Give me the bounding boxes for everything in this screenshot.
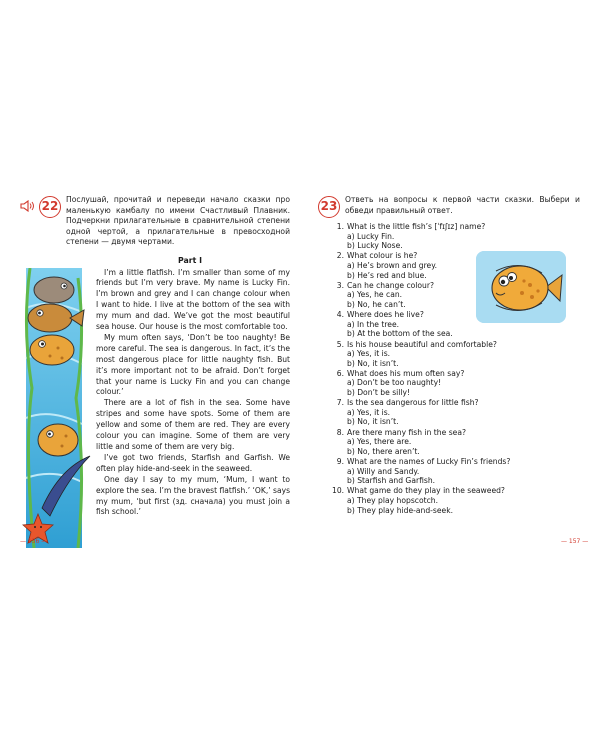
story-paragraph: One day I say to my mum, ‘Mum, I want to explore the sea. I’m the bravest flatfish.’ ‘OK,’ says my mum, ‘but first (зд. сначала) you must join a fish school.’ — [96, 474, 290, 517]
exercise-number: 22 — [39, 196, 61, 218]
question-item: 1. What is the little fish’s [ˈfɪʃɪz] name? a) Lucky Fin. b) Lucky Nose. — [332, 222, 580, 251]
question-text: Is the sea dangerous for little fish? — [347, 398, 479, 408]
flatfish-illustration — [476, 251, 566, 323]
answer-option[interactable]: a) Lucky Fin. — [347, 231, 395, 241]
answer-option[interactable]: b) He’s red and blue. — [347, 270, 427, 280]
answer-option[interactable]: a) Don’t be too naughty! — [347, 378, 442, 388]
answer-option[interactable]: b) Starfish and Garfish. — [347, 476, 436, 486]
question-text: Can he change colour? — [347, 280, 434, 290]
exercise-instruction: Ответь на вопросы к первой части сказки. Выбери и обведи правильный ответ. — [345, 195, 580, 215]
question-item: 4. Where does he live? a) In the tree. b) At the bottom of the sea. — [332, 310, 580, 339]
answer-option[interactable]: b) Don’t be silly! — [347, 388, 411, 398]
exercise-number: 23 — [318, 196, 340, 218]
answer-option[interactable]: a) Yes, he can. — [347, 290, 403, 300]
answer-option[interactable]: b) Lucky Nose. — [347, 241, 403, 251]
answer-option[interactable]: b) No, there aren’t. — [347, 446, 420, 456]
part-title: Part I — [178, 255, 202, 265]
story-paragraph: I’m a little flatfish. I’m smaller than some of my friends but I’m very brave. My name is Lucky Fin. I’m brown and grey and I can change colour when I want to hide. I live at the bottom of the sea with my mum and dad. We’ve got the most beautiful sea house. Our house is the most comfortable too. — [96, 267, 290, 332]
answer-option[interactable]: a) He’s brown and grey. — [347, 260, 438, 270]
question-text: What are the names of Lucky Fin’s friends? — [347, 457, 511, 466]
story-block — [20, 268, 290, 548]
question-item: 5. Is his house beautiful and comfortable? a) Yes, it is. b) No, it isn’t. — [332, 340, 580, 369]
answer-option[interactable]: b) At the bottom of the sea. — [347, 329, 453, 339]
answer-option[interactable]: a) In the tree. — [347, 319, 400, 329]
question-item: 7. Is the sea dangerous for little fish? a) Yes, it is. b) No, it isn’t. — [332, 398, 580, 427]
exercise-22-header — [20, 195, 290, 248]
question-item: 3. Can he change colour? a) Yes, he can. b) No, he can’t. — [332, 281, 580, 310]
left-page — [20, 195, 290, 548]
question-text: What is the little fish’s [ˈfɪʃɪz] name? — [347, 222, 486, 231]
question-text: What colour is he? — [347, 251, 418, 261]
story-paragraph: There are a lot of fish in the sea. Some have stripes and some have spots. Some of them are yellow and some of them are red. They are every colour you can imagine. Some of them are very little and some of them are very big. — [96, 398, 290, 451]
answer-option[interactable]: a) Willy and Sandy. — [347, 466, 420, 476]
question-text: Where does he live? — [347, 310, 424, 320]
answer-option[interactable]: b) No, it isn’t. — [347, 358, 399, 368]
story-paragraph: My mum often says, ‘Don’t be too naughty! Be more careful. The sea is dangerous. In fact, it’s the most dangerous place for little naughty fish. But it’s more important not to be afraid. Don’t forget that your name is Lucky Fin and you can change colour.’ — [96, 332, 290, 397]
answer-option[interactable]: a) Yes, it is. — [347, 349, 391, 359]
answer-option[interactable]: a) Yes, there are. — [347, 437, 412, 447]
question-text: Is his house beautiful and comfortable? — [347, 339, 497, 349]
question-item: 10. What game do they play in the seaweed? a) They play hopscotch. b) They play hide-and-seek. — [332, 486, 580, 515]
exercise-23-header — [318, 195, 580, 218]
question-text: Are there many fish in the sea? — [347, 427, 467, 437]
question-item: 9. What are the names of Lucky Fin’s friends? a) Willy and Sandy. b) Starfish and Garfish. — [332, 457, 580, 486]
page-number-right: — 157 — — [561, 538, 589, 545]
right-page — [318, 195, 580, 516]
answer-option[interactable]: a) Yes, it is. — [347, 407, 391, 417]
story-text — [96, 268, 290, 548]
answer-option[interactable]: a) They play hopscotch. — [347, 495, 438, 505]
sea-fish-illustration — [20, 268, 92, 548]
exercise-instruction: Послушай, прочитай и переведи начало сказки про маленькую камбалу по имени Счастливый Плавник. Подчеркни прилагательные в сравнительной степени одной чертой, а прилагательные в превосходной степени — двумя чертами. — [66, 195, 290, 246]
story-paragraph: I’ve got two friends, Starfish and Garfish. We often play hide-and-seek in the seaweed. — [96, 452, 290, 473]
question-item: 6. What does his mum often say? a) Don’t be too naughty! b) Don’t be silly! — [332, 369, 580, 398]
audio-speaker-icon[interactable] — [20, 200, 36, 212]
question-text: What does his mum often say? — [347, 368, 465, 378]
question-item: 2. What colour is he? a) He’s brown and grey. b) He’s red and blue. — [332, 251, 580, 280]
page-number-left: — 156 — — [20, 538, 48, 545]
answer-option[interactable]: b) No, it isn’t. — [347, 417, 399, 427]
answer-option[interactable]: b) No, he can’t. — [347, 299, 406, 309]
question-text: What game do they play in the seaweed? — [347, 486, 505, 496]
answer-option[interactable]: b) They play hide-and-seek. — [347, 505, 454, 515]
question-item: 8. Are there many fish in the sea? a) Yes, there are. b) No, there aren’t. — [332, 428, 580, 457]
